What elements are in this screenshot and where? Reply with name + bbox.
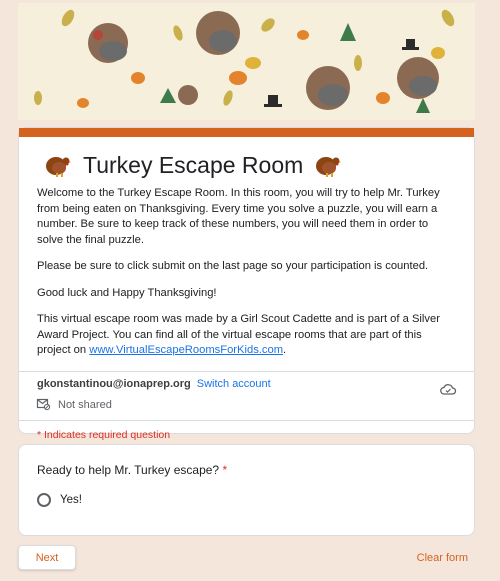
description-paragraph: Good luck and Happy Thanksgiving! (37, 286, 217, 299)
required-asterisk: * (222, 463, 228, 477)
question-title (19, 445, 474, 477)
form-header-card (18, 127, 475, 441)
shared-status-text: Not shared (58, 399, 112, 411)
form-title-row (19, 137, 474, 183)
clear-form-button[interactable]: Clear form (416, 552, 468, 564)
cloud-save-icon (440, 382, 456, 400)
description-paragraph: Welcome to the Turkey Escape Room. In this room, you will try to help Mr. Turkey from being eaten on Thanksgiving. Every time you solve a puzzle, you will earn a number. Be sure to keep track of these numbers, you will need them in order to solve the final puzzle. (37, 187, 440, 246)
account-line (37, 378, 456, 390)
header-banner (18, 3, 475, 120)
question-card (18, 444, 475, 536)
account-section (19, 372, 474, 420)
option-label: Yes! (60, 494, 82, 506)
radio-option-yes[interactable] (19, 477, 474, 507)
question-text: Ready to help Mr. Turkey escape? (37, 463, 220, 477)
required-note: * Indicates required question (37, 428, 171, 441)
credit-paragraph (37, 312, 456, 359)
accent-stripe (19, 128, 474, 137)
turkey-icon (315, 153, 341, 177)
radio-button[interactable] (37, 493, 51, 507)
next-button[interactable]: Next (18, 545, 76, 570)
form-description (19, 186, 474, 359)
form-title: Turkey Escape Room (83, 151, 304, 178)
not-shared-icon (37, 398, 50, 413)
account-email: gkonstantinou@ionaprep.org (37, 377, 191, 390)
credit-end: . (283, 344, 287, 356)
switch-account-link[interactable]: Switch account (196, 377, 271, 390)
shared-status-line (37, 398, 456, 413)
description-paragraph: Please be sure to click submit on the last page so your participation is counted. (37, 260, 429, 272)
credit-text: This virtual escape room was made by a Girl Scout Cadette and is part of a Silver Award Project. You can find all of the virtual escape rooms that are part of this project on (37, 313, 440, 356)
escape-rooms-link[interactable]: www.VirtualEscapeRoomsForKids.com (89, 344, 284, 356)
turkey-icon (45, 153, 71, 177)
